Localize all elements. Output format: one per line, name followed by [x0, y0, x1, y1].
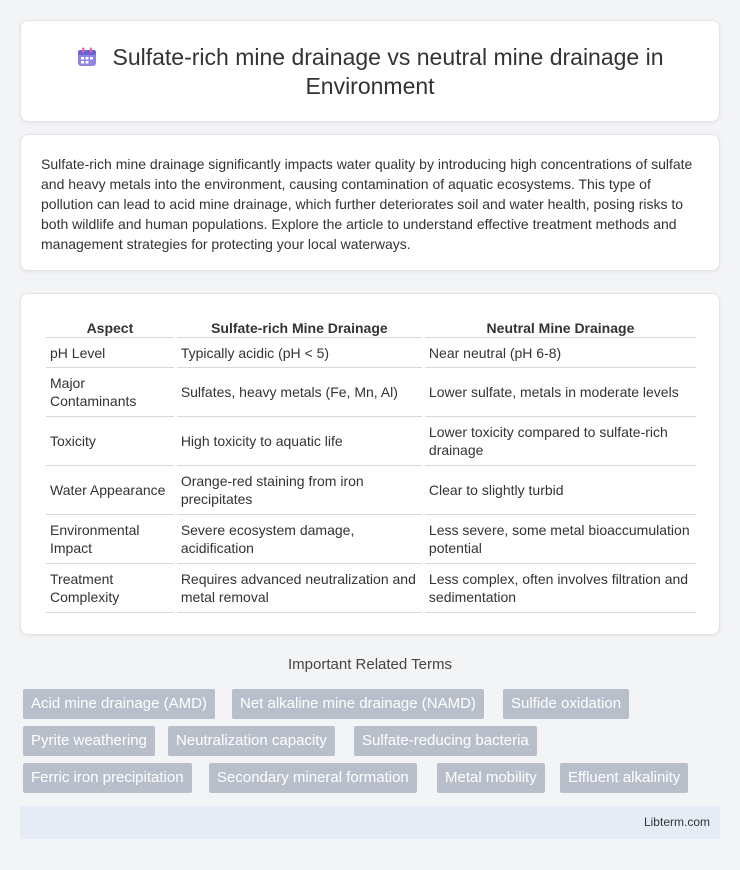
title-card — [20, 20, 720, 122]
table-cell: Less severe, some metal bioaccumulation potential — [425, 515, 696, 564]
table-cell: Typically acidic (pH < 5) — [177, 338, 422, 368]
table-cell: Sulfates, heavy metals (Fe, Mn, Al) — [177, 368, 422, 417]
page-title-wrap — [21, 43, 719, 101]
table-row — [46, 466, 696, 515]
comparison-card — [20, 293, 720, 635]
table-row — [46, 338, 696, 368]
header-sulfate-rich: Sulfate-rich Mine Drainage — [177, 314, 422, 338]
footer-site-link[interactable]: Libterm.com — [643, 815, 710, 829]
related-terms-title: Important Related Terms — [288, 656, 452, 673]
table-cell: Toxicity — [46, 417, 174, 466]
table-cell: Treatment Complexity — [46, 564, 174, 613]
table-cell: Clear to slightly turbid — [425, 466, 696, 515]
calendar-icon — [76, 46, 98, 68]
term-tag[interactable]: Ferric iron precipitation — [23, 763, 192, 793]
table-row — [46, 564, 696, 613]
table-header-row — [46, 314, 696, 338]
term-tag[interactable]: Effluent alkalinity — [560, 763, 688, 793]
term-tag[interactable]: Secondary mineral formation — [209, 763, 417, 793]
table-cell: Lower sulfate, metals in moderate levels — [425, 368, 696, 417]
intro-paragraph: Sulfate-rich mine drainage significantly impacts water quality by introducing high concentrations of sulfate and heavy metals into the environment, causing contamination of aquatic ecosystems. This type of pollution can lead to acid mine drainage, which further deteriorates soil and water health, posing risks to both wildlife and human populations. Explore the article to understand effective treatment methods and management strategies for protecting your local waterways. — [41, 156, 693, 252]
table-cell: Severe ecosystem damage, acidification — [177, 515, 422, 564]
term-tag[interactable]: Net alkaline mine drainage (NAMD) — [232, 689, 484, 719]
comparison-table — [43, 314, 699, 613]
table-cell: Requires advanced neutralization and metal removal — [177, 564, 422, 613]
table-cell: Near neutral (pH 6-8) — [425, 338, 696, 368]
table-cell: pH Level — [46, 338, 174, 368]
term-tag[interactable]: Acid mine drainage (AMD) — [23, 689, 215, 719]
table-row — [46, 368, 696, 417]
table-cell: Environmental Impact — [46, 515, 174, 564]
table-cell: Orange-red staining from iron precipitates — [177, 466, 422, 515]
intro-card — [20, 134, 720, 271]
table-cell: Lower toxicity compared to sulfate-rich drainage — [425, 417, 696, 466]
term-tag[interactable]: Sulfate-reducing bacteria — [354, 726, 537, 756]
term-tag[interactable]: Metal mobility — [437, 763, 545, 793]
table-cell: Water Appearance — [46, 466, 174, 515]
page-title: Sulfate-rich mine drainage vs neutral mine drainage in Environment — [112, 44, 664, 99]
header-aspect: Aspect — [46, 314, 174, 338]
term-tag[interactable]: Neutralization capacity — [168, 726, 335, 756]
table-cell: High toxicity to aquatic life — [177, 417, 422, 466]
table-cell: Less complex, often involves filtration and sedimentation — [425, 564, 696, 613]
term-tag[interactable]: Pyrite weathering — [23, 726, 155, 756]
term-tag[interactable]: Sulfide oxidation — [503, 689, 629, 719]
table-row — [46, 515, 696, 564]
footer-bar — [20, 806, 720, 839]
table-cell: Major Contaminants — [46, 368, 174, 417]
header-neutral: Neutral Mine Drainage — [425, 314, 696, 338]
table-row — [46, 417, 696, 466]
